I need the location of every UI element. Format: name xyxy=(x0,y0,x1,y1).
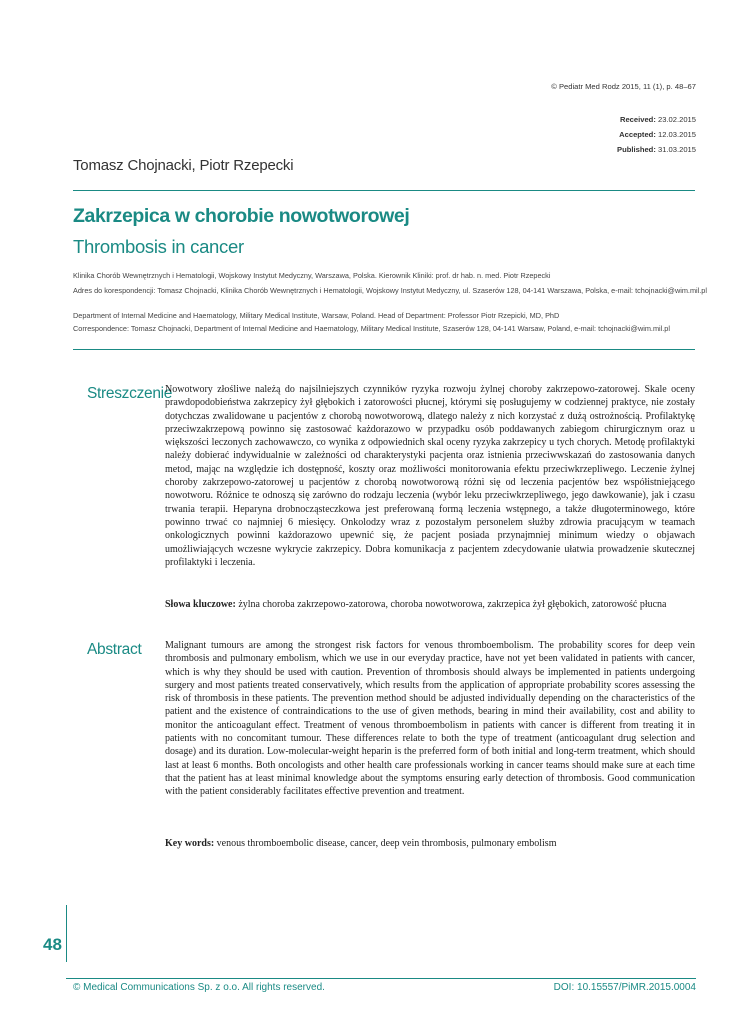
accepted-date: Accepted: 12.03.2015 xyxy=(619,130,696,139)
page-number: 48 xyxy=(43,935,62,954)
keywords-en: Key words: venous thromboembolic disease, cancer, deep vein thrombosis, pulmonary embolism xyxy=(165,838,557,849)
article-dates xyxy=(617,112,696,157)
journal-citation: © Pediatr Med Rodz 2015, 11 (1), p. 48–67 xyxy=(551,82,696,91)
title-english: Thrombosis in cancer xyxy=(73,236,244,257)
published-date: Published: 31.03.2015 xyxy=(617,145,696,154)
streszczenie-text: Nowotwory złośliwe należą do najsilniejszych czynników ryzyka rozwoju żylnej choroby zakrzepowo-zatorowej. Skale oceny prawdopodobieństwa zakrzepicy żył głębokich i zatorowości płucnej, którymi się posługujemy w codziennej praktyce, nie zostały dotychczas zwalidowane u pacjentów z chorobą nowotworową, dlatego należy z nich korzystać z dużą ostrożnością. Profilaktykę przeciwzakrzepową powinno się zastosować każdorazowo w przypadku osób poddawanych zabiegom chirurgicznym oraz u większości leczonych zachowawczo, co wynika z odpowiednich skal oceny ryzyka zakrzepicy u tych chorych. Metodę profilaktyki należy dobierać indywidualnie w zależności od charakterystyki pacjenta oraz istnienia przeciwwskazań do zastosowania danych metod, mając na względzie ich dostępność, koszty oraz możliwości monitorowania efektu przeciwkrzepliwego. Leczenie żylnej choroby zakrzepowo-zatorowej u pacjentów z chorobą nowotworową różni się od leczenia pacjentów bez współistniejącego nowotworu. Różnice te odnoszą się zarówno do rodzaju leczenia (wybór leku przeciwkrzepliwego, jego dawkowanie), jak i czasu trwania terapii. Heparyna drobnocząsteczkowa jest preferowaną formą leczenia wstępnego, a także długoterminowego, które powinno trwać co najmniej 6 miesięcy. Onkolodzy wraz z pozostałym personelem służby zdrowia pracującym w teamach onkologicznych powinni każdorazowo upewnić się, że pacjent posiada przynajmniej minimum wiedzy o objawach umożliwiających wczesne wykrycie zakrzepicy. Dobra komunikacja z pacjentem zdecydowanie ułatwia prowadzenie skutecznej profilaktyki i leczenia. xyxy=(165,384,695,568)
abstract-text: Malignant tumours are among the strongest risk factors for venous thromboembolism. The probability scores for deep vein thrombosis and pulmonary embolism, which we use in our everyday practice, have not yet been validated in patients with cancer, which is why they should be used with caution. Prevention of thrombosis should always be implemented in patients undergoing surgery and most patients treated conservatively, which results from the application of appropriate probability scores assessing the risk of thrombosis in these patients. The prevention method should be adjusted individually depending on the characteristics of the patient and the existence of contraindications to the use of given methods, bearing in mind their availability, cost and ability to monitor the anticoagulant effect. Treatment of venous thromboembolism in patients with cancer is different from treating it in patients with no concomitant tumour. These differences relate to both the type of treatment (anticoagulant drug selection and dosage) and its duration. Low-molecular-weight heparin is the preferred form of both initial and long-term treatment, which should last at least 6 months. Both oncologists and other health care professionals working in cancer teams should make sure at each time that the patient has at least minimal knowledge about the symptoms ensuring early detection of thrombosis. Good communication with the patient considerably facilitates effective prevention and treatment. xyxy=(165,640,695,798)
received-date: Received: 23.02.2015 xyxy=(619,115,696,124)
divider xyxy=(73,190,695,191)
affiliation-en: Department of Internal Medicine and Haematology, Military Medical Institute, Warsaw, Poland. Head of Department: Professor Piotr Rzepicki, MD, PhD xyxy=(73,311,560,320)
correspondence-en: Correspondence: Tomasz Chojnacki, Department of Internal Medicine and Haematology, Military Medical Institute, Szaserów 128, 04-141 Warsaw, Poland, e-mail: tchojnacki@wim.mil.pl xyxy=(73,324,670,333)
affiliation-pl: Klinika Chorób Wewnętrznych i Hematologii, Wojskowy Instytut Medyczny, Warszawa, Polska. Kierownik Kliniki: prof. dr hab. n. med. Piotr Rzepecki xyxy=(73,271,551,280)
streszczenie-heading: Streszczenie xyxy=(87,385,173,402)
keywords-pl: Słowa kluczowe: żylna choroba zakrzepowo-zatorowa, choroba nowotworowa, zakrzepica żył głębokich, zatorowość płucna xyxy=(165,599,667,610)
page-number-rule xyxy=(66,905,67,962)
footer-copyright: © Medical Communications Sp. z o.o. All rights reserved. xyxy=(73,982,325,993)
divider xyxy=(73,349,695,350)
footer-doi: DOI: 10.15557/PiMR.2015.0004 xyxy=(553,982,696,993)
abstract-heading: Abstract xyxy=(87,641,142,658)
correspondence-pl: Adres do korespondencji: Tomasz Chojnacki, Klinika Chorób Wewnętrznych i Hematologii, Wojskowy Instytut Medyczny, ul. Szaserów 128, 04-141 Warszawa, Polska, e-mail: tchojnacki@wim.mil.pl xyxy=(73,286,707,295)
footer-divider xyxy=(66,978,696,979)
authors: Tomasz Chojnacki, Piotr Rzepecki xyxy=(73,157,294,174)
title-polish: Zakrzepica w chorobie nowotworowej xyxy=(73,205,410,227)
